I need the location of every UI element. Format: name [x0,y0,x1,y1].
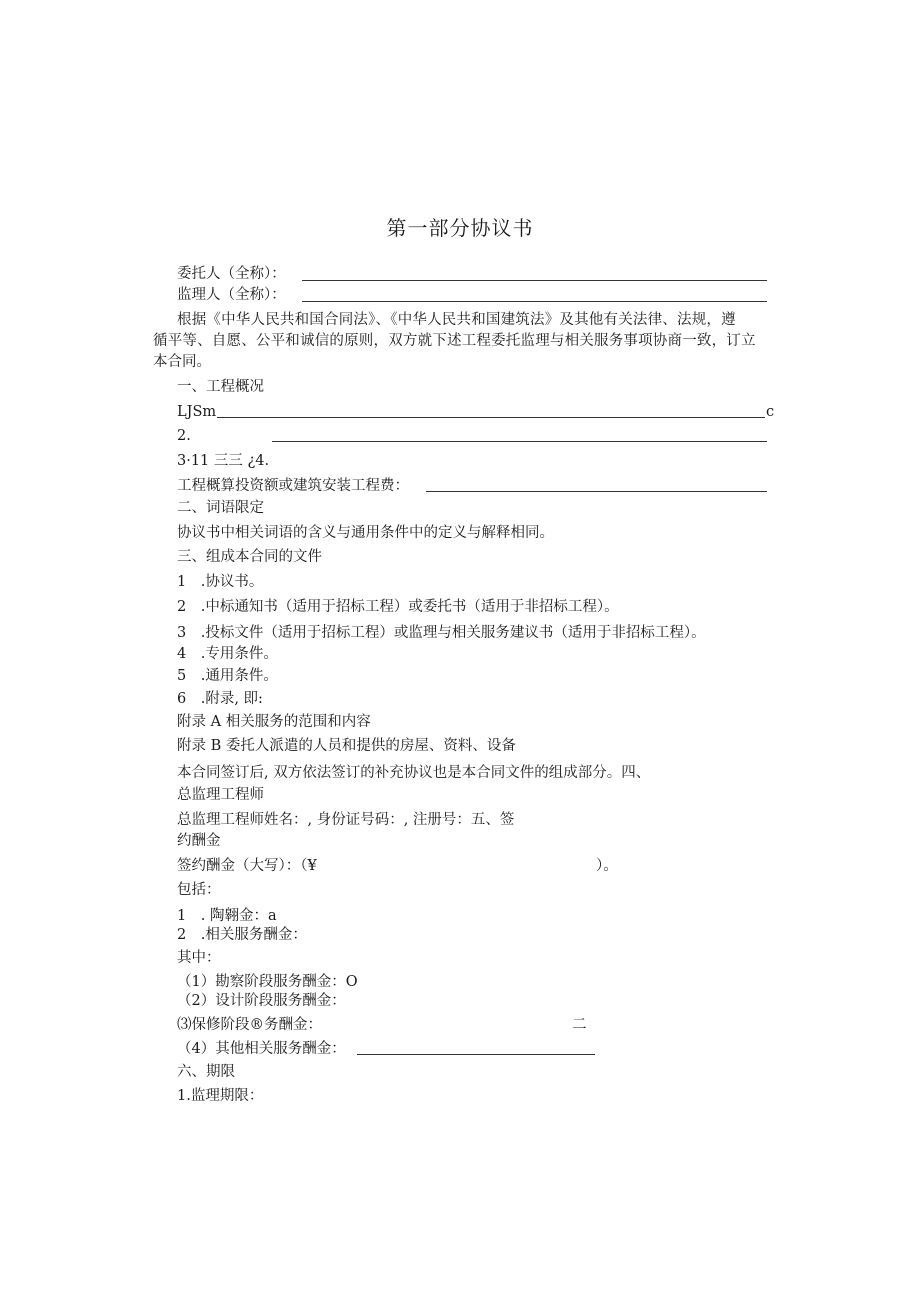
intro-line-3: 本合同。 [153,354,211,370]
list-item: 1 . 陶翱金：a [177,908,277,924]
fee-sub-1: （1）勘察阶段服务酬金：O [177,974,358,990]
appendix-a: 附录 A 相关服务的范围和内容 [177,714,371,730]
budget-label: 工程概算投资额或建筑安装工程费： [177,478,409,494]
supervisor-underline [302,301,767,302]
list-item: 2 .中标通知书（适用于招标工程）或委托书（适用于非招标工程）。 [177,599,619,615]
list-item: 3 .投标文件（适用于招标工程）或监理与相关服务建议书（适用于非招标工程）。 [177,625,706,641]
list-item: 6 .附录, 即: [177,691,263,707]
amount-tail: ）。 [596,858,618,874]
project-row-2-label: 2. [177,428,191,444]
project-row-1-tail: c [766,404,775,420]
term-item-1: 1.监理期限： [177,1088,264,1104]
project-row-1-underline [217,417,765,418]
include-label: 包括： [177,882,221,898]
section-2-heading: 二、词语限定 [177,500,264,516]
amount-label: 签约酬金（大写）：（¥ [177,858,317,874]
fee-sub-3-tail: 二 [572,1017,587,1033]
fee-sub-2: （2）设计阶段服务酬金： [177,993,346,1009]
among-label: 其中： [177,950,221,966]
supervisor-label: 监理人（全称）： [177,287,286,303]
section-6-heading: 六、期限 [177,1064,235,1080]
budget-underline [426,491,767,492]
fee-sub-3: ⑶保修阶段®务酬金： [177,1017,322,1033]
supplement-text: 本合同签订后, 双方依法签订的补充协议也是本合同文件的组成部分。四、 [177,765,651,781]
list-item: 5 .通用条件。 [177,668,278,684]
appendix-b: 附录 B 委托人派遣的人员和提供的房屋、资料、设备 [177,738,516,754]
page-title: 第一部分协议书 [386,216,534,240]
section-3-heading: 三、组成本合同的文件 [177,549,322,565]
intro-line-2: 循平等、自愿、公平和诚信的原则，双方就下述工程委托监理与相关服务事项协商一致，订立 [153,333,756,349]
list-item: 1 .协议书。 [177,574,264,590]
fee-sub-4-underline [357,1054,595,1055]
section-1-heading: 一、工程概况 [177,379,264,395]
list-item: 4 .专用条件。 [177,646,278,662]
section-2-text: 协议书中相关词语的含义与通用条件中的定义与解释相同。 [177,525,554,541]
section-4-heading: 总监理工程师 [177,787,264,803]
project-row-1-label: LJSm [177,404,217,420]
section-5-heading: 约酬金 [177,833,221,849]
fee-sub-4: （4）其他相关服务酬金： [177,1041,346,1057]
intro-line-1: 根据《中华人民共和国合同法》、《中华人民共和国建筑法》及其他有关法律、法规，遵 [177,312,736,328]
client-label: 委托人（全称）： [177,266,286,282]
chief-engineer-text: 总监理工程师姓名：, 身份证号码：, 注册号：五、签 [177,812,515,828]
client-underline [302,280,767,281]
list-item: 2 .相关服务酬金： [177,927,307,943]
project-row-3-label: 3·11 三三 ¿4. [177,453,270,469]
project-row-2-underline [272,441,767,442]
